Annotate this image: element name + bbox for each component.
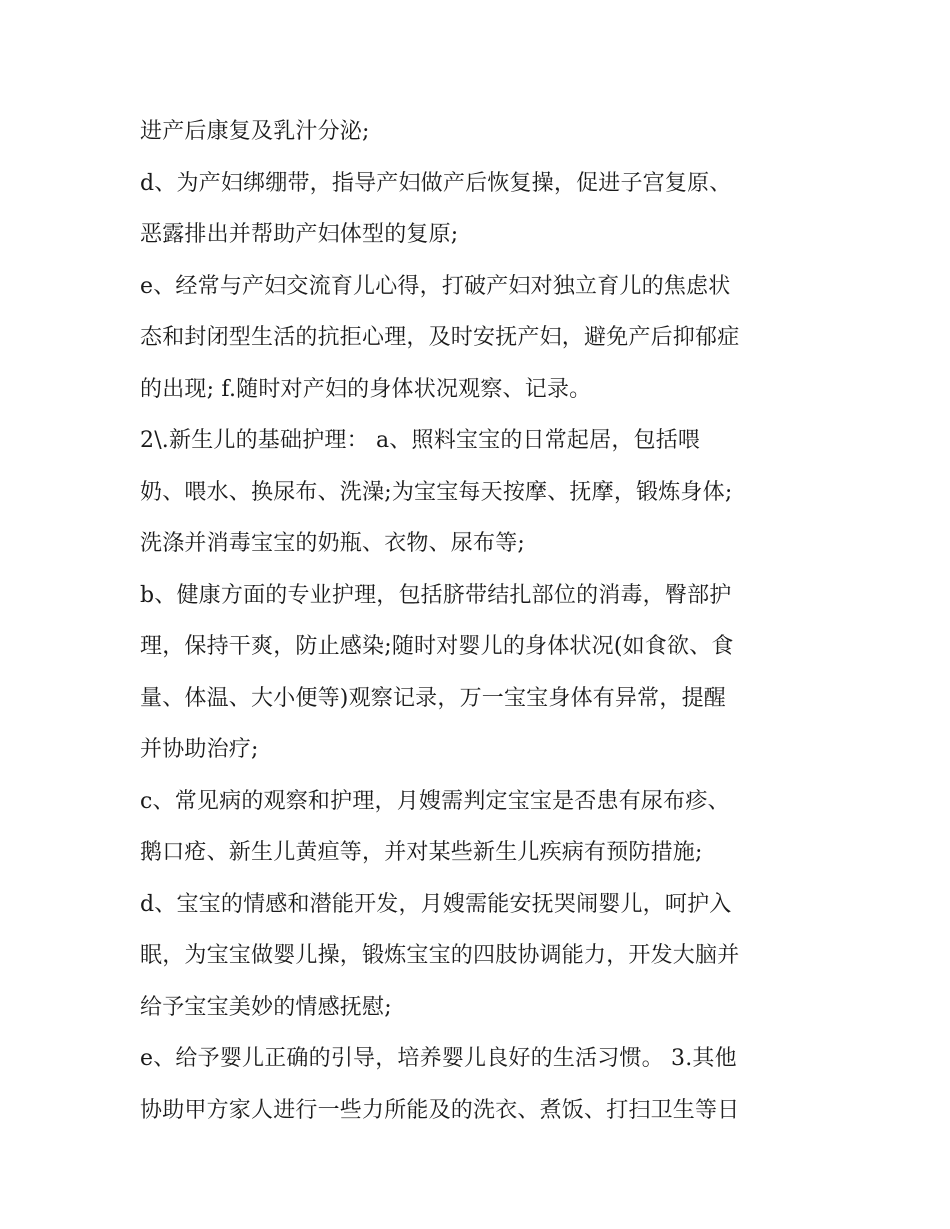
text-line: 奶、喂水、换尿布、洗澡;为宝宝每天按摩、抚摩，锻炼身体; — [140, 479, 733, 505]
text-line: 进产后康复及乳汁分泌; — [140, 119, 370, 144]
text-line: 量、体温、大小便等)观察记录，万一宝宝身体有异常，提醒 — [140, 685, 726, 711]
text-line: 理，保持干爽，防止感染;随时对婴儿的身体状况(如食欲、食 — [140, 634, 734, 659]
text-line: 态和封闭型生活的抗拒心理，及时安抚产妇，避免产后抑郁症 — [140, 325, 740, 350]
text-line: 给予宝宝美妙的情感抚慰; — [140, 994, 392, 1020]
text-line: 洗涤并消毒宝宝的奶瓶、衣物、尿布等; — [140, 531, 526, 556]
text-line: e、给予婴儿正确的引导，培养婴儿良好的生活习惯。 3.其他 — [140, 1046, 737, 1071]
text-line: 协助甲方家人进行一些力所能及的洗衣、煮饭、打扫卫生等日 — [140, 1097, 740, 1123]
text-line: 2\.新生儿的基础护理： a、照料宝宝的日常起居，包括喂 — [140, 428, 701, 453]
text-line: 恶露排出并帮助产妇体型的复原; — [140, 222, 459, 247]
text-line: b、健康方面的专业护理，包括脐带结扎部位的消毒，臀部护 — [140, 582, 732, 608]
body-text — [140, 106, 840, 1136]
text-line: 眠，为宝宝做婴儿操，锻炼宝宝的四肢协调能力，开发大脑并 — [140, 943, 740, 968]
text-line: 的出现; f.随时对产妇的身体状况观察、记录。 — [140, 376, 592, 402]
text-line: c、常见病的观察和护理，月嫂需判定宝宝是否患有尿布疹、 — [140, 788, 730, 814]
text-line: e、经常与产妇交流育儿心得，打破产妇对独立育儿的焦虑状 — [140, 273, 731, 299]
text-line: 并协助治疗; — [140, 737, 259, 762]
text-line: d、宝宝的情感和潜能开发，月嫂需能安抚哭闹婴儿，呵护入 — [140, 891, 732, 917]
text-line: d、为产妇绑绷带，指导产妇做产后恢复操，促进子宫复原、 — [140, 170, 732, 196]
text-line: 鹅口疮、新生儿黄疸等，并对某些新生儿疾病有预防措施; — [140, 840, 703, 865]
